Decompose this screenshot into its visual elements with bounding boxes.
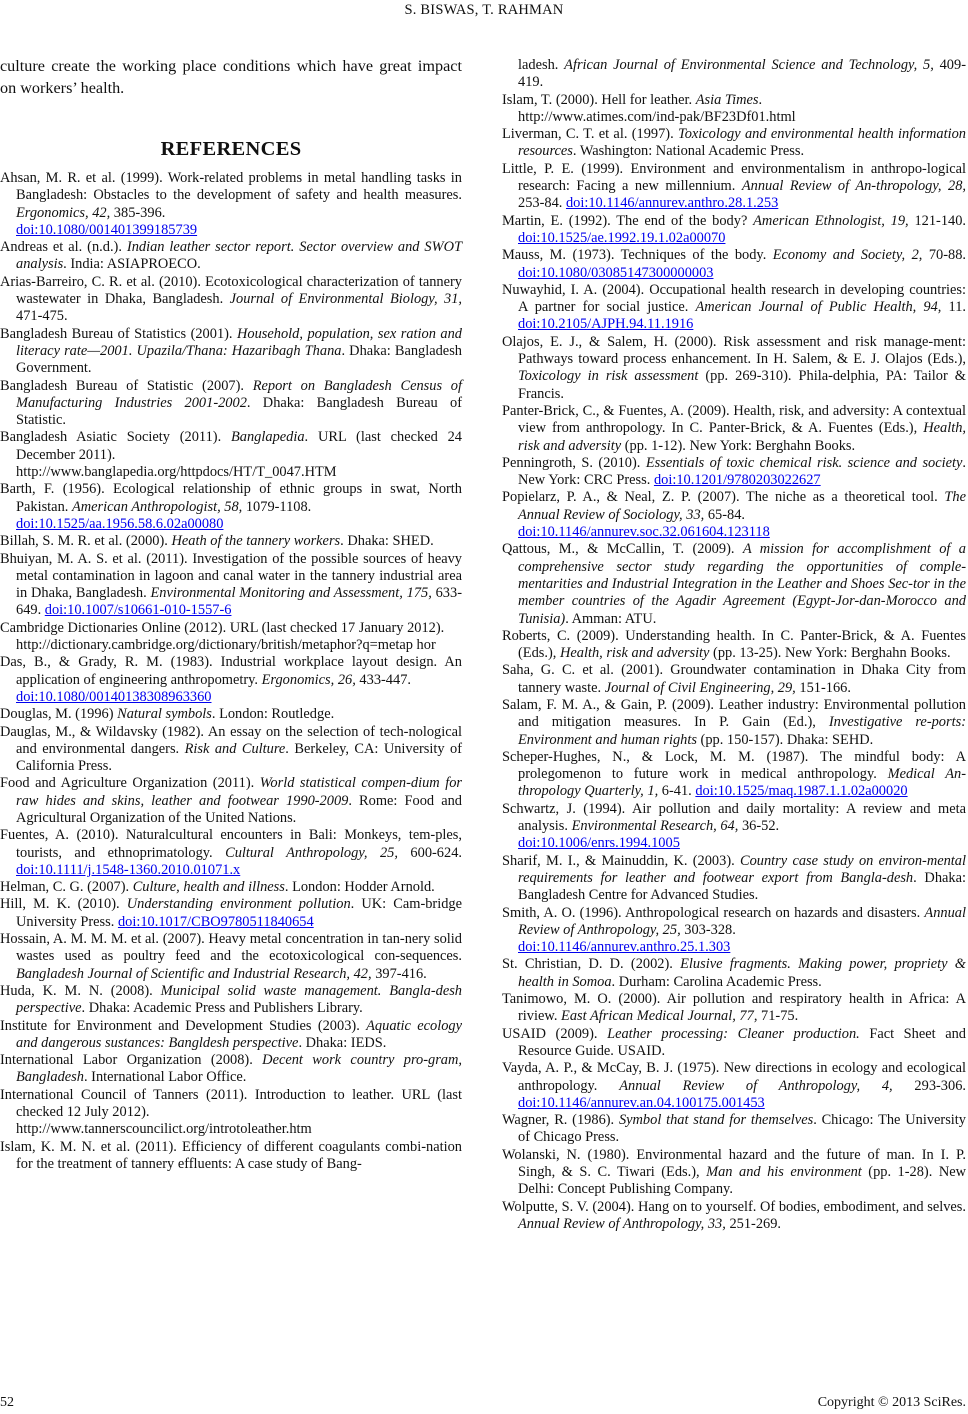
right-column	[502, 57, 966, 1233]
reference-source: Elusive fragments. Making power, propriety & health in Somoa	[518, 956, 966, 990]
reference-text: Bhuiyan, M. A. S. et al. (2011). Investigation of the possible sources of heavy metal contamination in lagoon and canal water in the tannery industrial area in Dhaka, Bangladesh.	[0, 550, 462, 602]
reference-item	[502, 213, 966, 248]
reference-item	[502, 1199, 966, 1234]
reference-source: Annual Review of Anthropology, 4,	[619, 1077, 893, 1094]
reference-text: 293-306.	[892, 1077, 966, 1094]
doi-link[interactable]: doi:10.1525/ae.1992.19.1.02a00070	[518, 229, 726, 246]
reference-text: Fuentes, A. (2010). Naturalcultural encounters in Bali: Monkeys, tem-ples, tourists, and ethnoprimatology.	[0, 827, 462, 861]
reference-item	[502, 1147, 966, 1199]
reference-item	[0, 551, 462, 620]
reference-text: 70-88.	[922, 247, 966, 264]
reference-source: Municipal solid waste management. Bangla-desh perspective	[16, 982, 462, 1017]
doi-link[interactable]: doi:10.2105/AJPH.94.11.1916	[518, 316, 694, 333]
reference-item	[0, 429, 462, 481]
reference-source: The Annual Review of Sociology, 33,	[518, 489, 966, 523]
reference-text: Das, B., & Grady, R. M. (1983). Industrial workplace layout design. An application of engineering anthropometry.	[0, 654, 462, 688]
reference-item	[502, 541, 966, 627]
reference-text: 633-649.	[16, 585, 462, 619]
reference-source: Economy and Society, 2,	[772, 247, 923, 264]
reference-continuation	[502, 57, 966, 92]
reference-text: Hossain, A. M. M. M. et al. (2007). Heavy metal concentration in tan-nery solid wastes used as poultry feed and the ecotoxicological con-sequences.	[0, 931, 462, 965]
reference-source: Annual Review of An-thropology, 28,	[741, 178, 966, 195]
reference-text: Mauss, M. (1973). Techniques of the body.	[502, 247, 773, 264]
reference-item	[502, 991, 966, 1026]
reference-text: . Dhaka: Bangladesh Centre for Advanced Studies.	[518, 869, 966, 904]
reference-text: ladesh.	[518, 57, 565, 73]
reference-text: http://www.atimes.com/ind-pak/BF23Df01.html	[518, 108, 796, 125]
reference-item	[502, 697, 966, 749]
reference-text: Panter-Brick, C., & Fuentes, A. (2009). Health, risk, and adversity: A contextual view from anthropology. In C. Panter-Brick, & A. Fuentes (Eds.),	[502, 402, 966, 437]
reference-text: 433-447.	[355, 671, 411, 688]
reference-text: Popielarz, P. A., & Neal, Z. P. (2007). The niche as a theoretical tool.	[502, 489, 945, 506]
reference-source: Culture, health and illness	[132, 879, 285, 896]
reference-source: Toxicology and environmental health information resources	[518, 126, 966, 160]
reference-source: Household, population, sex ration and literacy rate—2001. Upazila/Thana: Hazaribagh Thana	[16, 325, 462, 359]
reference-item	[0, 879, 462, 896]
reference-text: Sharif, M. I., & Mainuddin, K. (2003).	[502, 852, 740, 869]
reference-item	[502, 455, 966, 490]
reference-text: (pp. 150-157). Dhaka: SEHD.	[696, 731, 874, 748]
reference-item	[502, 956, 966, 991]
reference-text: 253-84.	[518, 195, 566, 212]
reference-text: Martin, E. (1992). The end of the body?	[502, 212, 754, 229]
doi-link[interactable]: doi:10.1201/9780203022627	[653, 472, 821, 489]
reference-text: 65-84.	[704, 506, 746, 523]
reference-source: Annual Review of Anthropology, 33,	[518, 1215, 726, 1232]
reference-source: American Ethnologist, 19,	[753, 212, 909, 229]
reference-text: (pp. 269-310). Phila-delphia, PA: Tailor & Francis.	[518, 368, 966, 402]
running-head: S. BISWAS, T. RAHMAN	[404, 2, 564, 18]
doi-link[interactable]: doi:10.1017/CBO9780511840654	[117, 913, 314, 930]
reference-item	[0, 654, 462, 706]
body-paragraph: culture create the working place conditions which have great impact on workers’ health.	[0, 57, 462, 97]
reference-text: Billah, S. M. R. et al. (2000).	[0, 533, 172, 550]
reference-text: Tanimowo, M. O. (2000). Air pollution and respiratory health in Africa: A riview.	[502, 991, 966, 1025]
reference-source: Environmental Research, 64,	[571, 818, 739, 835]
reference-source: Understanding environment pollution	[126, 896, 351, 913]
reference-text: Hill, M. K. (2010).	[0, 896, 127, 913]
reference-text: Institute for Environment and Development Studies (2003).	[0, 1017, 367, 1034]
reference-source: Report on Bangladesh Census of Manufacturing Industries 2001-2002	[16, 377, 462, 411]
reference-item	[502, 905, 966, 957]
reference-text: Wolputte, S. V. (2004). Hang on to yourself. Of bodies, embodiment, and selves.	[502, 1198, 966, 1215]
reference-source: Journal of Civil Engineering, 29,	[604, 679, 796, 696]
reference-item	[0, 706, 462, 723]
reference-source: Annual Review of Anthropology, 25,	[518, 904, 966, 938]
doi-link[interactable]: doi:10.1111/j.1548-1360.2010.01071.x	[16, 861, 241, 878]
reference-source: Banglapedia	[231, 429, 305, 446]
reference-item	[502, 247, 966, 282]
reference-text: . Washington: National Academic Press.	[572, 143, 805, 160]
reference-item	[502, 126, 966, 161]
reference-text: 251-269.	[725, 1215, 782, 1232]
reference-item	[0, 481, 462, 533]
reference-text: http://www.tannerscouncilict.org/introtoleather.htm	[16, 1121, 312, 1138]
reference-text: (pp. 1-28). New Delhi: Concept Publishing Company.	[518, 1164, 966, 1198]
reference-text: . Amman: ATU.	[565, 610, 657, 627]
reference-item	[0, 620, 462, 655]
reference-text: Bangladesh Bureau of Statistic (2007).	[0, 377, 253, 394]
reference-list-left	[0, 170, 462, 1173]
doi-link[interactable]: doi:10.1525/aa.1956.58.6.02a00080	[16, 515, 224, 532]
reference-item	[0, 1018, 462, 1053]
reference-text: Helman, C. G. (2007).	[0, 879, 133, 896]
reference-source: World statistical compen-dium for raw hides and skins, leather and footwear 1990-2009	[16, 775, 462, 809]
reference-item	[502, 662, 966, 697]
reference-item	[502, 92, 966, 127]
reference-text: Huda, K. M. N. (2008).	[0, 982, 161, 999]
reference-source: East African Medical Journal, 77,	[561, 1008, 758, 1025]
doi-link[interactable]: doi:10.1525/maq.1987.1.1.02a00020	[695, 783, 908, 800]
reference-source: Cultural Anthropology, 25,	[225, 844, 398, 861]
reference-text: Food and Agriculture Organization (2011).	[0, 775, 260, 792]
reference-item	[0, 827, 462, 879]
reference-source: Natural symbols	[117, 706, 212, 723]
reference-text: . India: ASIAPROECO.	[63, 256, 201, 273]
reference-source: Journal of Environmental Biology, 31,	[229, 291, 462, 308]
reference-text: . UK: Cam-bridge University Press.	[16, 896, 462, 930]
reference-text: . Rome: Food and Agricultural Organization of the United Nations.	[16, 792, 462, 826]
reference-source: Aquatic ecology and dangerous sustances: Bangldesh perspective	[16, 1017, 462, 1051]
reference-text: Dauglas, M., & Wildavsky (1982). An essay on the selection of tech-nological and environmental dangers.	[0, 723, 462, 757]
reference-item	[502, 161, 966, 213]
reference-item	[502, 628, 966, 663]
reference-text: Cambridge Dictionaries Online (2012). URL (last checked 17 January 2012).	[0, 619, 445, 636]
doi-link[interactable]: doi:10.1007/s10661-010-1557-6	[44, 602, 232, 619]
reference-source: Country case study on environ-mental requirements for leather and footwear export from Bangla-desh	[518, 852, 967, 886]
reference-text: 409-419.	[518, 57, 966, 91]
reference-text: Wagner, R. (1986).	[502, 1112, 619, 1129]
doi-link[interactable]: doi:10.1006/enrs.1994.1005	[518, 835, 680, 852]
reference-item	[0, 533, 462, 550]
reference-text: Smith, A. O. (1996). Anthropological research on hazards and disasters.	[502, 904, 925, 921]
reference-source: Symbol that stand for themselves	[618, 1112, 814, 1129]
reference-item	[0, 1139, 462, 1174]
reference-text: International Council of Tanners (2011). Introduction to leather. URL (last checked 12 July 2012).	[0, 1086, 462, 1121]
reference-text: Saha, G. C. et al. (2001). Groundwater contamination in Dhaka City from tannery waste.	[502, 662, 966, 696]
reference-item	[0, 170, 462, 239]
reference-source: Essentials of toxic chemical risk. science and society	[645, 454, 963, 471]
reference-text: Little, P. E. (1999). Environment and environmentalism in anthropo-logical research: Facing a new millennium.	[502, 160, 966, 195]
reference-item	[502, 403, 966, 455]
reference-text: 397-416.	[371, 965, 427, 982]
reference-item	[502, 1026, 966, 1061]
reference-item	[502, 334, 966, 403]
reference-item	[0, 239, 462, 274]
reference-text: Bangladesh Bureau of Statistics (2001).	[0, 325, 238, 342]
reference-text: Andreas et al. (n.d.).	[0, 239, 127, 256]
reference-text: Liverman, C. T. et al. (1997).	[502, 126, 679, 143]
reference-source: American Anthropologist, 58,	[71, 498, 243, 515]
reference-text: . London: Routledge.	[211, 706, 335, 723]
reference-source: Bangladesh Journal of Scientific and Industrial Research, 42,	[16, 965, 372, 982]
doi-link[interactable]: doi:10.1146/annurev.anthro.28.1.253	[565, 195, 779, 212]
reference-source: African Journal of Environmental Science and Technology, 5,	[564, 57, 934, 73]
reference-source: Ergonomics, 26,	[261, 671, 356, 688]
reference-text: . URL (last checked 24 December 2011).	[16, 429, 462, 463]
reference-text: . Dhaka: IEDS.	[298, 1034, 387, 1051]
reference-text: Islam, T. (2000). Hell for leather.	[502, 91, 696, 108]
reference-text: Wolanski, N. (1980). Environmental hazard and the future of man. In I. P. Singh, & S. C. Tiwari (Eds.),	[502, 1146, 966, 1180]
reference-text: 36-52.	[738, 818, 780, 835]
reference-text: Fact Sheet and Resource Guide. USAID.	[518, 1025, 966, 1059]
reference-text: 471-475.	[16, 308, 68, 325]
reference-item	[0, 1087, 462, 1139]
reference-text: . Durham: Carolina Academic Press.	[611, 973, 822, 990]
reference-text: . London: Hodder Arnold.	[284, 879, 435, 896]
reference-text: Islam, K. M. N. et al. (2011). Efficiency of different coagulants combi-nation for the treatment of tannery effluents: A case study of Bang-	[0, 1138, 462, 1172]
reference-text: Salam, F. M. A., & Gain, P. (2009). Leather industry: Environmental pollution and mitigation measures. In P. Gain (Ed.),	[502, 696, 966, 731]
reference-text: Qattous, M., & McCallin, T. (2009).	[502, 541, 743, 558]
page-number: 52	[0, 1395, 14, 1410]
reference-text: St. Christian, D. D. (2002).	[502, 956, 681, 973]
reference-source: Man and his environment	[706, 1164, 862, 1180]
reference-item	[502, 853, 966, 905]
reference-text: 303-328.	[680, 921, 736, 938]
reference-text: USAID (2009).	[502, 1025, 608, 1042]
reference-text: Schwartz, J. (1994). Air pollution and daily mortality: A review and meta analysis.	[502, 800, 966, 835]
reference-text: Bangladesh Asiatic Society (2011).	[0, 429, 231, 446]
doi-link[interactable]: doi:10.1146/annurev.an.04.100175.001453	[518, 1094, 765, 1111]
reference-text: (pp. 1-12). New York: Berghahn Books.	[621, 437, 856, 454]
reference-text: . International Labor Office.	[83, 1069, 247, 1086]
reference-source: Indian leather sector report. Sector overview and SWOT analysis	[16, 239, 462, 273]
reference-text: (pp. 13-25). New York: Berghahn Books.	[709, 645, 951, 662]
reference-text: . New York: CRC Press.	[518, 454, 967, 489]
reference-text: 600-624.	[397, 844, 462, 861]
reference-source: Ergonomics, 42,	[16, 204, 111, 221]
doi-link[interactable]: doi:10.1146/annurev.soc.32.061604.123118	[518, 524, 770, 541]
reference-item	[502, 801, 966, 853]
reference-source: Health, risk and adversity	[518, 420, 966, 454]
doi-link[interactable]: doi:10.1080/00140138308963360	[16, 688, 212, 705]
reference-text: . Dhaka: SHED.	[340, 533, 434, 550]
references-heading: REFERENCES	[160, 138, 302, 160]
copyright-notice: Copyright © 2013 SciRes.	[817, 1395, 966, 1410]
reference-text: http://www.banglapedia.org/httpdocs/HT/T_0047.HTM	[16, 464, 337, 481]
reference-list-right	[502, 57, 966, 1233]
reference-source: Medical An-thropology Quarterly, 1,	[518, 766, 966, 800]
reference-text: . Chicago: The University of Chicago Press.	[518, 1112, 966, 1146]
reference-source: Investigative re-ports: Environment and human rights	[518, 714, 966, 748]
reference-text: . Dhaka: Bangladesh Government.	[16, 342, 462, 377]
reference-item	[0, 1052, 462, 1087]
reference-item	[502, 749, 966, 801]
reference-text: 1079-1108.	[242, 498, 312, 515]
reference-text: http://dictionary.cambridge.org/dictionary/british/metaphor?q=metap hor	[16, 637, 436, 654]
reference-text: Roberts, C. (2009). Understanding health. In C. Panter-Brick, & A. Fuentes (Eds.),	[502, 627, 966, 662]
reference-text: Vayda, A. P., & McCay, B. J. (1975). New directions in ecology and ecological anthropology.	[502, 1060, 966, 1094]
reference-source: A mission for accomplishment of a comprehensive sector study regarding the opportunities of comple-mentarities and Industrial Integration in the Leather and Shoes Sec-tor in the member countries of the Agadir Agreement (Egypt-Jor-dan-Morocco and Tunisia)	[518, 541, 966, 627]
left-column	[0, 55, 462, 1173]
reference-source: Asia Times	[695, 91, 759, 108]
reference-item	[0, 724, 462, 776]
reference-text: Ahsan, M. R. et al. (1999). Work-related problems in metal handling tasks in Bangladesh: Obstacles to the development of safety and health measures.	[0, 170, 462, 204]
reference-text: . Dhaka: Bangladesh Bureau of Statistic.	[16, 394, 462, 429]
reference-text: 151-166.	[795, 679, 851, 696]
reference-source: American Journal of Public Health, 94,	[695, 299, 942, 316]
reference-text: . Berkeley, CA: University of California Press.	[16, 740, 463, 775]
reference-source: Risk and Culture	[184, 740, 286, 757]
reference-source: Environmental Monitoring and Assessment, 175,	[150, 585, 432, 602]
reference-item	[502, 489, 966, 541]
reference-text: Penningroth, S. (2010).	[502, 454, 646, 471]
reference-item	[0, 274, 462, 326]
reference-text: Arias-Barreiro, C. R. et al. (2010). Ecotoxicological characterization of tannery wastewater in Dhaka, Bangladesh.	[0, 273, 462, 308]
reference-text: .	[758, 91, 763, 108]
reference-text: 11.	[941, 299, 966, 316]
doi-link[interactable]: doi:10.1146/annurev.anthro.25.1.303	[518, 939, 731, 956]
reference-text: Barth, F. (1956). Ecological relationship of ethnic groups in swat, North Pakistan.	[0, 481, 462, 515]
reference-item	[0, 931, 462, 983]
doi-link[interactable]: doi:10.1080/03085147300000003	[518, 264, 714, 281]
reference-text: . Dhaka: Academic Press and Publishers Library.	[81, 1000, 363, 1017]
reference-text: Scheper-Hughes, N., & Lock, M. M. (1987). The mindful body: A prolegomenon to future work in medical anthropology.	[502, 748, 966, 783]
reference-text: Nuwayhid, I. A. (2004). Occupational health research in developing countries: A partner for social justice.	[502, 281, 966, 316]
reference-item	[0, 326, 462, 378]
reference-item	[0, 896, 462, 931]
reference-text: 6-41.	[658, 783, 696, 800]
reference-source: Decent work country pro-gram, Bangladesh	[16, 1052, 462, 1086]
reference-item	[0, 983, 462, 1018]
reference-item	[502, 282, 966, 334]
doi-link[interactable]: doi:10.1080/001401399185739	[16, 221, 198, 238]
reference-item	[0, 775, 462, 827]
reference-source: Toxicology in risk assessment	[518, 368, 699, 385]
reference-source: Leather processing: Cleaner production.	[607, 1025, 860, 1042]
reference-item	[502, 1060, 966, 1112]
reference-text: Douglas, M. (1996)	[0, 706, 118, 723]
reference-item	[0, 378, 462, 430]
reference-source: Health, risk and adversity	[559, 645, 710, 662]
reference-text: Olajos, E. J., & Salem, H. (2000). Risk assessment and risk manage-ment: Pathways toward process enhancement. In H. Salem, & E. J. Olajos (Eds.),	[502, 333, 966, 368]
reference-text: International Labor Organization (2008).	[0, 1052, 263, 1069]
reference-source: Heath of the tannery workers	[171, 533, 341, 550]
reference-text: 71-75.	[757, 1008, 799, 1025]
reference-text: 121-140.	[908, 212, 967, 229]
reference-item	[502, 1112, 966, 1147]
reference-text: 385-396.	[110, 204, 166, 221]
